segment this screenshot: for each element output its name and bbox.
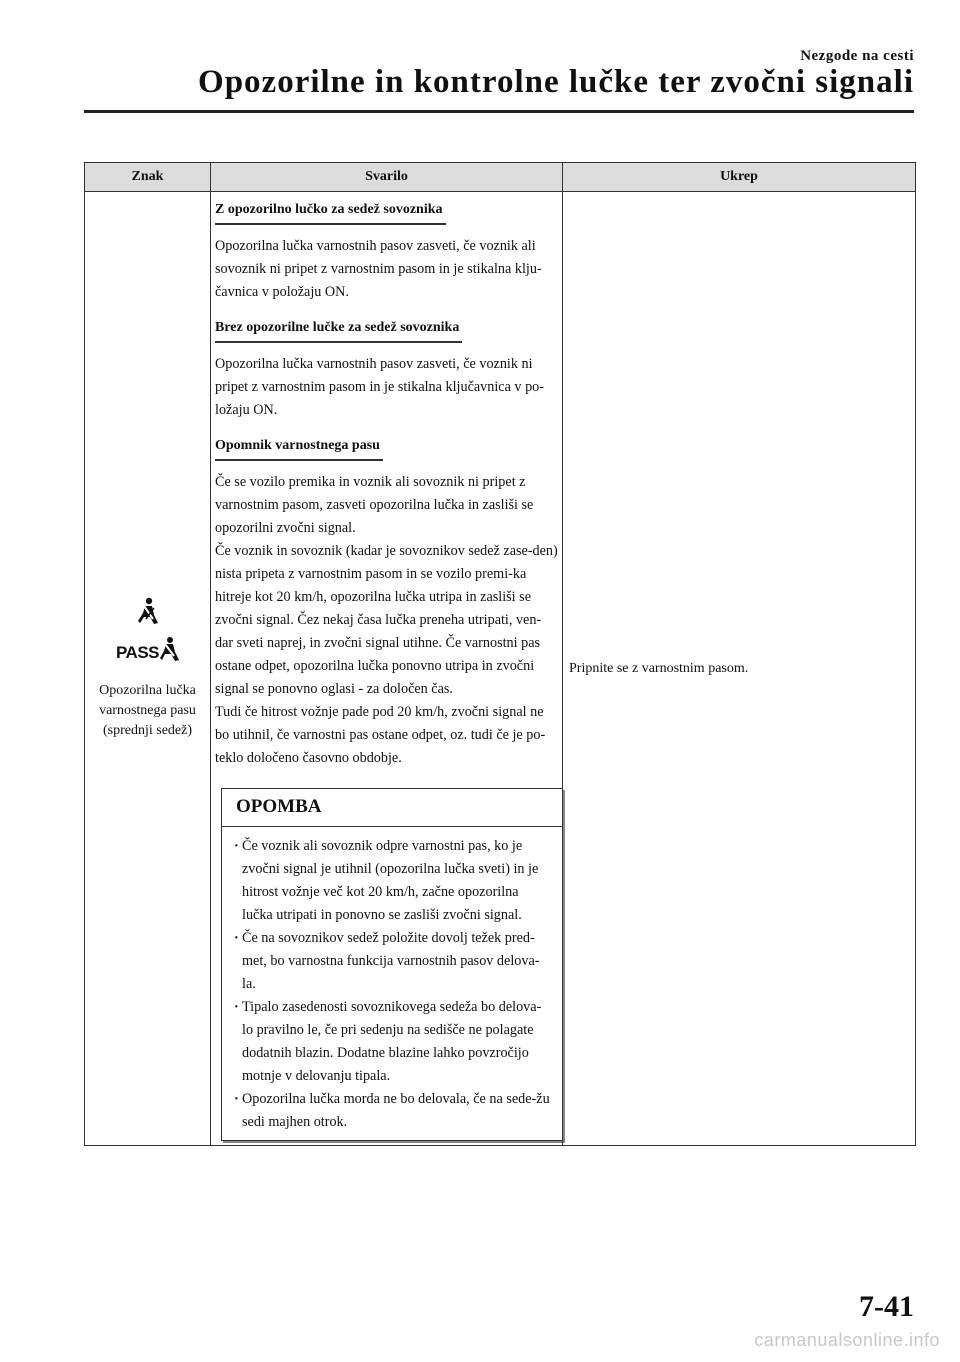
pass-indicator [116,636,179,671]
note-item: · Tipalo zasedenosti sovoznikovega sedeža bo delova-lo pravilno le, če pri sedenju na sedišče ne polagate dodatnih blazin. Dodatne blazine lahko povzročijo motnje v delovanju tipala. [234,996,552,1088]
seatbelt-warning-icon [137,597,159,634]
page-number: 7-41 [859,1290,914,1323]
section-heading: Brez opozorilne lučke za sedež sovoznika [215,316,462,343]
column-header-action: Ukrep [563,163,916,192]
title-rule [84,110,914,113]
passenger-seatbelt-icon [159,636,179,671]
pass-label: PASS [115,643,160,662]
column-header-symbol: Znak [85,163,211,192]
column-header-warning: Svarilo [211,163,563,192]
paragraph: Če voznik in sovoznik (kadar je sovoznikov sedež zase-den) nista pripeta z varnostnim pasom in se vozilo premi-ka hitreje kot 20 km/h, opozorilna lučka utripa in zasliši se zvočni signal. Čez nekaj časa lučka preneha utripati, ven-dar sveti naprej, in zvočni signal utihne. Če varnostni pas ostane odpet, opozorilna lučka ponovno utripa in zvočni signal se ponovno oglasi - za določen čas. [215,543,558,697]
note-item: · Če na sovoznikov sedež položite dovolj težek pred-met, bo varnostna funkcija varnostnih pasov delova-la. [234,927,552,996]
table-row [85,192,916,1146]
action-cell: Pripnite se z varnostnim pasom. [563,192,916,1146]
symbol-caption-line: (sprednji sedež) [102,722,193,738]
paragraph: Opozorilna lučka varnostnih pasov zasveti, če voznik ni pripet z varnostnim pasom in je stikalna ključavnica v po-ložaju ON. [215,356,544,418]
note-item: · Če voznik ali sovoznik odpre varnostni pas, ko je zvočni signal je utihnil (opozorilna lučka sveti) in je hitrost vožnje več kot 20 km/h, začne opozorilna lučka utripati in ponovno se zasliši zvočni signal. [234,835,552,927]
note-item: · Opozorilna lučka morda ne bo delovala, če na sede-žu sedi majhen otrok. [234,1088,552,1134]
symbol-caption-line: Opozorilna lučka [99,682,196,698]
paragraph: Tudi če hitrost vožnje pade pod 20 km/h, zvočni signal ne bo utihnil, če varnostni pas ostane odpet, oz. tudi če je po-teklo določeno časovno obdobje. [215,704,546,766]
note-box [221,788,563,1141]
section-label: Nezgode na cesti [800,48,914,64]
symbol-cell [85,192,211,1146]
watermark: carmanualsonline.info [754,1330,940,1350]
warning-light-table [84,162,916,1146]
paragraph: Opozorilna lučka varnostnih pasov zasveti, če voznik ali sovoznik ni pripet z varnostnim pasom in je stikalna klju-čavnica v položaju ON. [215,238,542,300]
section-heading: Z opozorilno lučko za sedež sovoznika [215,198,446,225]
note-title: OPOMBA [222,789,562,827]
paragraph: Če se vozilo premika in voznik ali sovoznik ni pripet z varnostnim pasom, zasveti opozorilna lučka in zasliši se opozorilni zvočni signal. [215,474,534,536]
section-heading: Opomnik varnostnega pasu [215,434,383,461]
page-title: Opozorilne in kontrolne lučke ter zvočni signali [198,64,914,100]
table-header-row [85,163,916,192]
warning-cell [211,192,563,1146]
note-list [222,827,562,1140]
symbol-caption-line: varnostnega pasu [99,702,196,718]
